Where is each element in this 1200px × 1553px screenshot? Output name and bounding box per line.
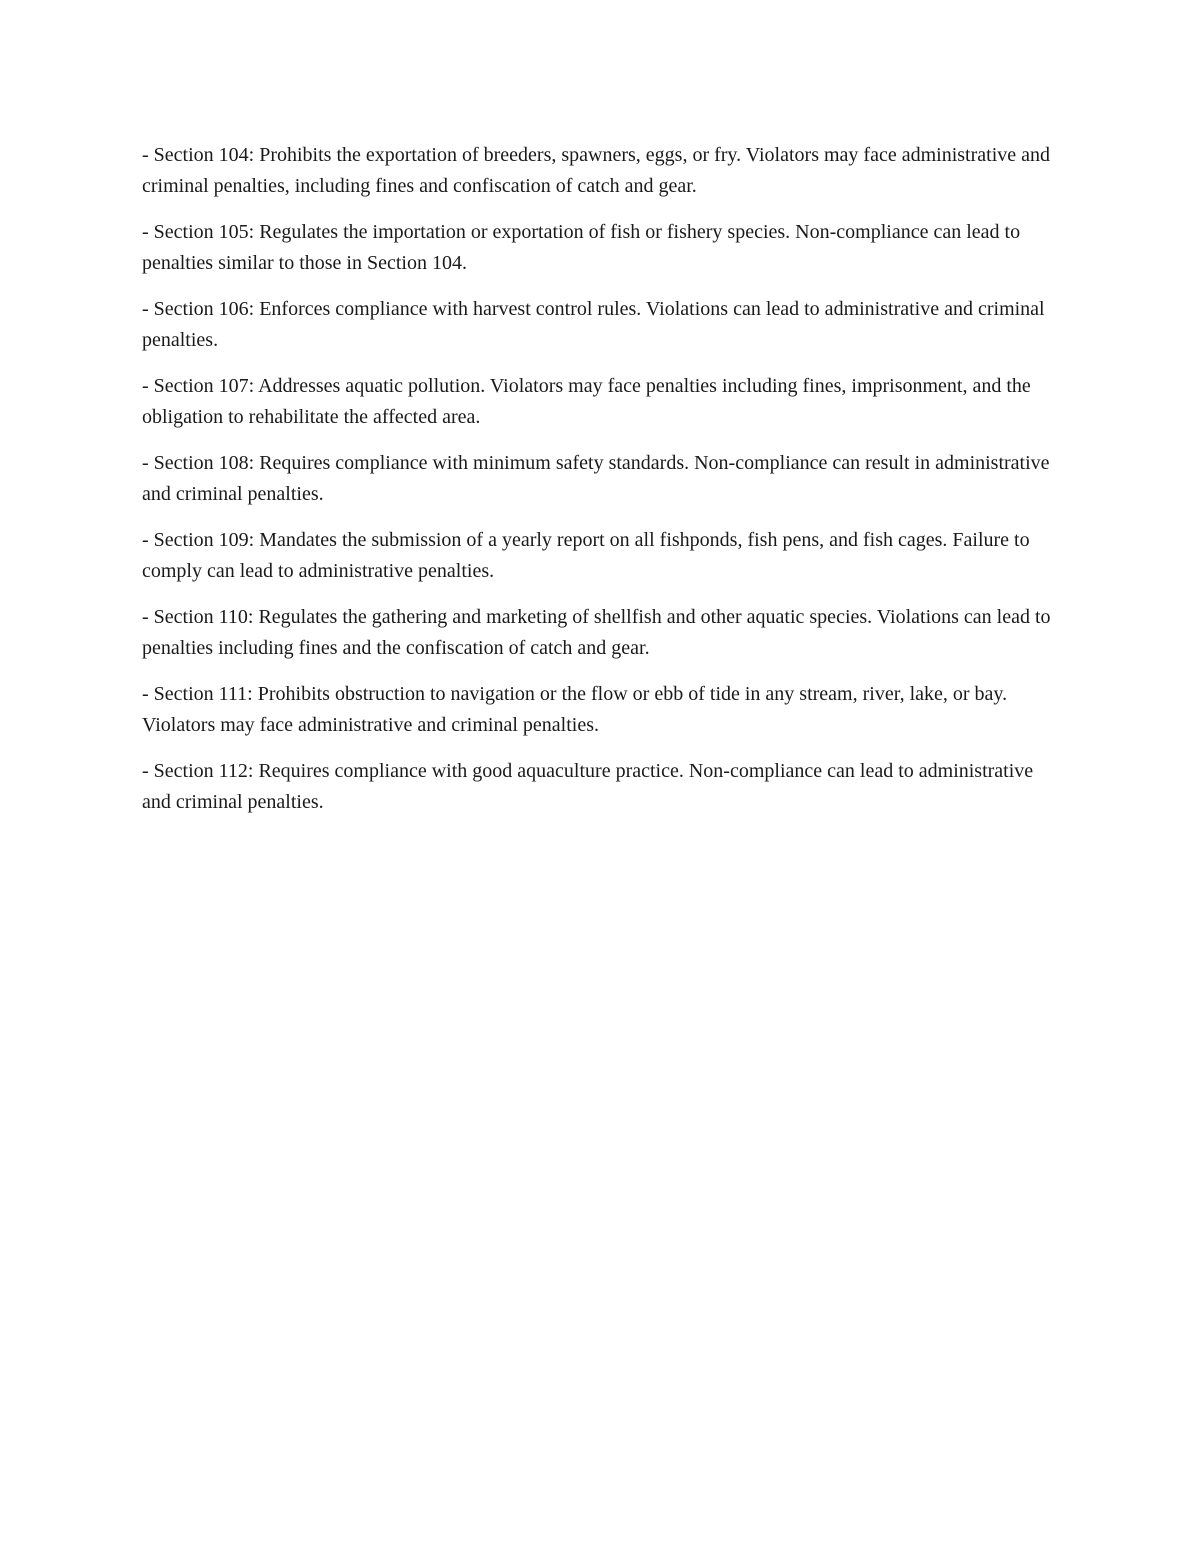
paragraph-section-111: - Section 111: Prohibits obstruction to navigation or the flow or ebb of tide in any stream, river, lake, or bay. Violators may face administrative and criminal penalties. (142, 683, 1008, 736)
paragraph-section-112: - Section 112: Requires compliance with good aquaculture practice. Non-compliance can lead to administrative and criminal penalties. (142, 760, 1034, 813)
paragraph-section-105: - Section 105: Regulates the importation or exportation of fish or fishery species. Non-compliance can lead to penalties similar to those in Section 104. (142, 221, 1021, 274)
paragraph-section-104: - Section 104: Prohibits the exportation of breeders, spawners, eggs, or fry. Violators may face administrative and criminal penalties, including fines and confiscation of catch and gear. (142, 144, 1051, 197)
paragraph-section-109: - Section 109: Mandates the submission of a yearly report on all fishponds, fish pens, and fish cages. Failure to comply can lead to administrative penalties. (142, 529, 1030, 582)
paragraph-section-110: - Section 110: Regulates the gathering and marketing of shellfish and other aquatic species. Violations can lead to penalties including fines and the confiscation of catch and gear. (142, 606, 1051, 659)
paragraph-section-107: - Section 107: Addresses aquatic pollution. Violators may face penalties including fines, imprisonment, and the obligation to rehabilitate the affected area. (142, 375, 1031, 428)
paragraph-section-106: - Section 106: Enforces compliance with harvest control rules. Violations can lead to administrative and criminal penalties. (142, 298, 1045, 351)
document-body (142, 140, 1062, 833)
paragraph-section-108: - Section 108: Requires compliance with minimum safety standards. Non-compliance can result in administrative and criminal penalties. (142, 452, 1050, 505)
